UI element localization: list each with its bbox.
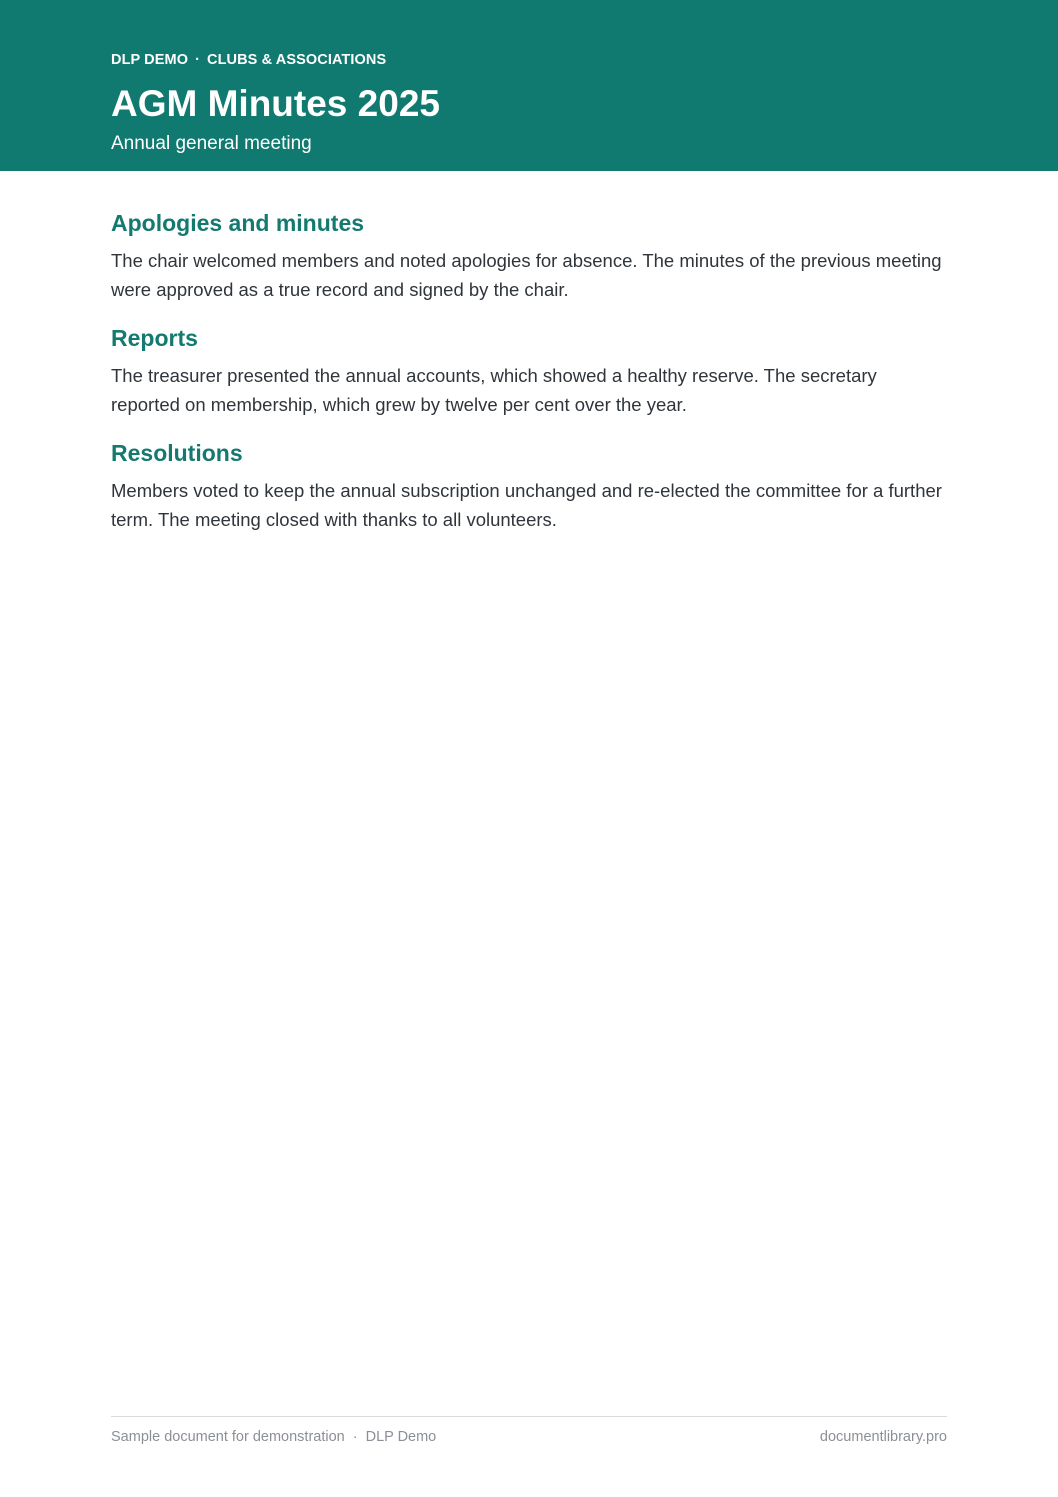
eyebrow-category: CLUBS & ASSOCIATIONS xyxy=(207,52,387,68)
document-content xyxy=(111,208,947,553)
footer-left xyxy=(111,1429,436,1445)
section-apologies xyxy=(111,208,947,304)
section-resolutions xyxy=(111,438,947,534)
document-subtitle: Annual general meeting xyxy=(111,133,312,154)
page-footer xyxy=(111,1416,947,1445)
footer-brand: DLP Demo xyxy=(365,1429,437,1445)
section-heading: Resolutions xyxy=(111,440,243,466)
footer-separator: · xyxy=(352,1429,358,1445)
section-body: Members voted to keep the annual subscription unchanged and re-elected the committee for a further term. The meeting closed with thanks to all volunteers. xyxy=(111,480,942,530)
footer-note: Sample document for demonstration xyxy=(111,1429,345,1445)
section-reports xyxy=(111,323,947,419)
section-heading: Reports xyxy=(111,325,198,351)
section-body: The treasurer presented the annual accounts, which showed a healthy reserve. The secretary reported on membership, which grew by twelve per cent over the year. xyxy=(111,365,877,415)
header-band xyxy=(0,0,1058,171)
eyebrow-separator: · xyxy=(195,52,201,68)
footer-site-link[interactable]: documentlibrary.pro xyxy=(819,1429,947,1445)
document-title: AGM Minutes 2025 xyxy=(111,83,440,124)
section-body: The chair welcomed members and noted apologies for absence. The minutes of the previous meeting were approved as a true record and signed by the chair. xyxy=(111,250,942,300)
section-heading: Apologies and minutes xyxy=(111,210,365,236)
eyebrow xyxy=(111,52,386,68)
eyebrow-brand: DLP DEMO xyxy=(111,52,189,68)
